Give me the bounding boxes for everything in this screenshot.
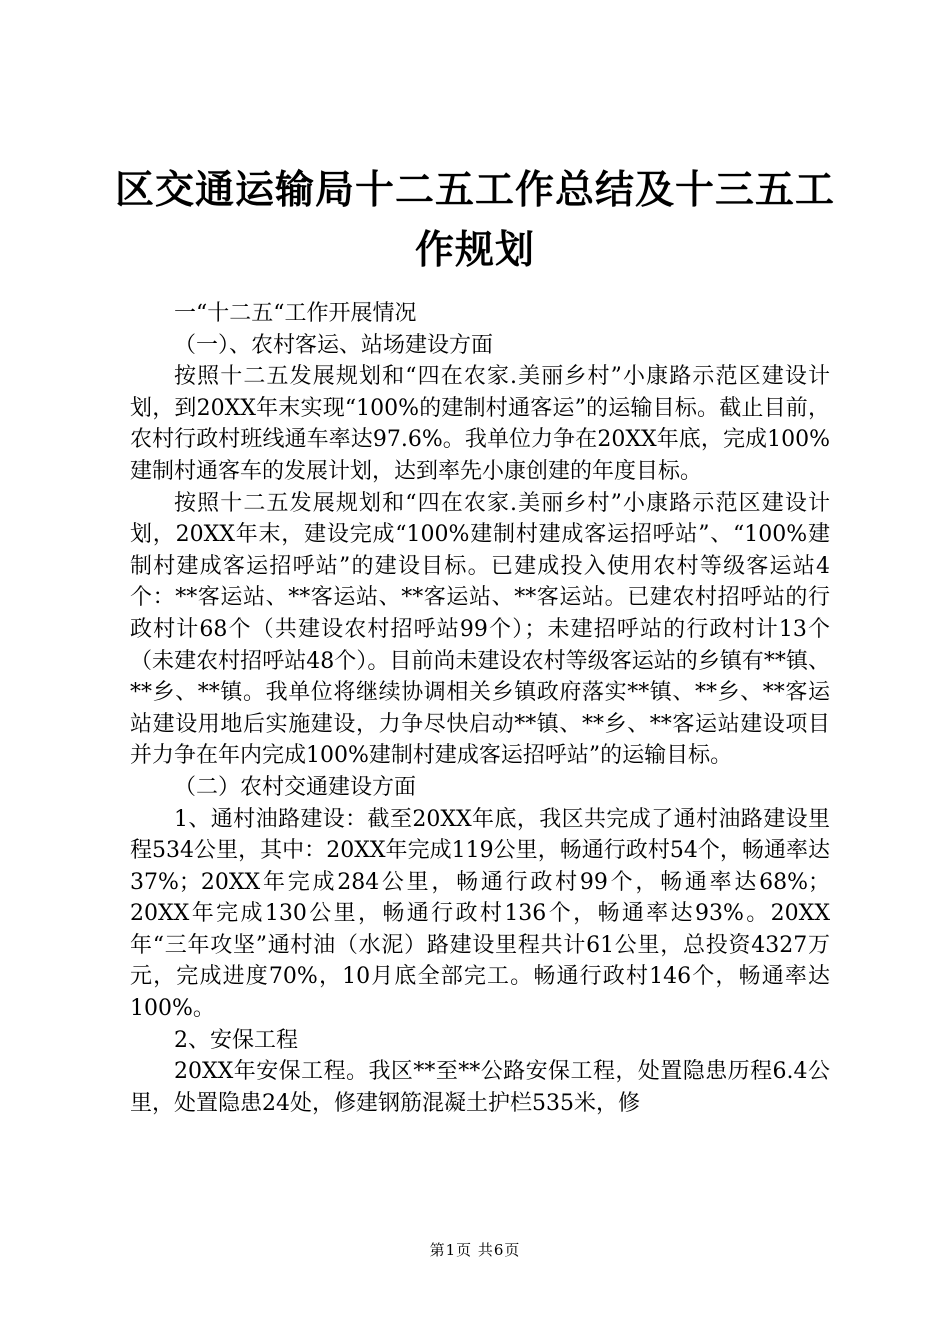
section-heading-1: 一“十二五“工作开展情况 bbox=[174, 301, 417, 326]
document-title: 区交通运输局十二五工作总结及十三五工作规划 bbox=[114, 167, 835, 273]
item-heading: 2、安保工程 bbox=[174, 1027, 298, 1053]
paragraph: 按照十二五发展规划和“四在农家.美丽乡村”小康路示范区建设计划，20XX年末，建设完成“100%建制村建成客运招呼站”、“100%建制村建成客运招呼站”的建设目标。已建成投入使用农村等级客运站4个：**客运站、**客运站、**客运站、**客运站。已建农村招呼站的行政村计68个（共建设农村招呼站99个）；未建招呼站的行政村计13个（未建农村招呼站48个）。目前尚未建设农村等级客运站的乡镇有**镇、**乡、**镇。我单位将继续协调相关乡镇政府落实**镇、**乡、**客运站建设用地后实施建设，力争尽快启动**镇、**乡、**客运站建设项目并力争在年内完成100%建制村建成客运招呼站”的运输目标。 bbox=[130, 490, 830, 769]
subsection-heading-1: （一）、农村客运、站场建设方面 bbox=[174, 332, 494, 358]
subsection-heading-2: （二）农村交通建设方面 bbox=[174, 774, 417, 800]
paragraph: 按照十二五发展规划和“四在农家.美丽乡村”小康路示范区建设计划，到20XX年末实现“100%的建制村通客运”的运输目标。截止目前，农村行政村班线通车率达97.6%。我单位力争在20XX年底，完成100%建制村通客车的发展计划，达到率先小康创建的年度目标。 bbox=[130, 364, 830, 484]
page-number-footer: 第1页 共6页 bbox=[429, 1241, 521, 1259]
paragraph: 1、通村油路建设：截至20XX年底，我区共完成了通村油路建设里程534公里，其中：20XX年完成119公里，畅通行政村54个，畅通率达37%；20XX年完成284公里，畅通行政村99个，畅通率达68%；20XX年完成130公里，畅通行政村136个，畅通率达93%。20XX年“三年攻坚”通村油（水泥）路建设里程共计61公里，总投资4327万元，完成进度70%，10月底全部完工。畅通行政村146个，畅通率达100%。 bbox=[130, 806, 830, 1022]
paragraph: 20XX年安保工程。我区**至**公路安保工程，处置隐患历程6.4公里，处置隐患24处，修建钢筋混凝土护栏535米，修 bbox=[130, 1059, 830, 1116]
document-body bbox=[130, 298, 830, 1119]
